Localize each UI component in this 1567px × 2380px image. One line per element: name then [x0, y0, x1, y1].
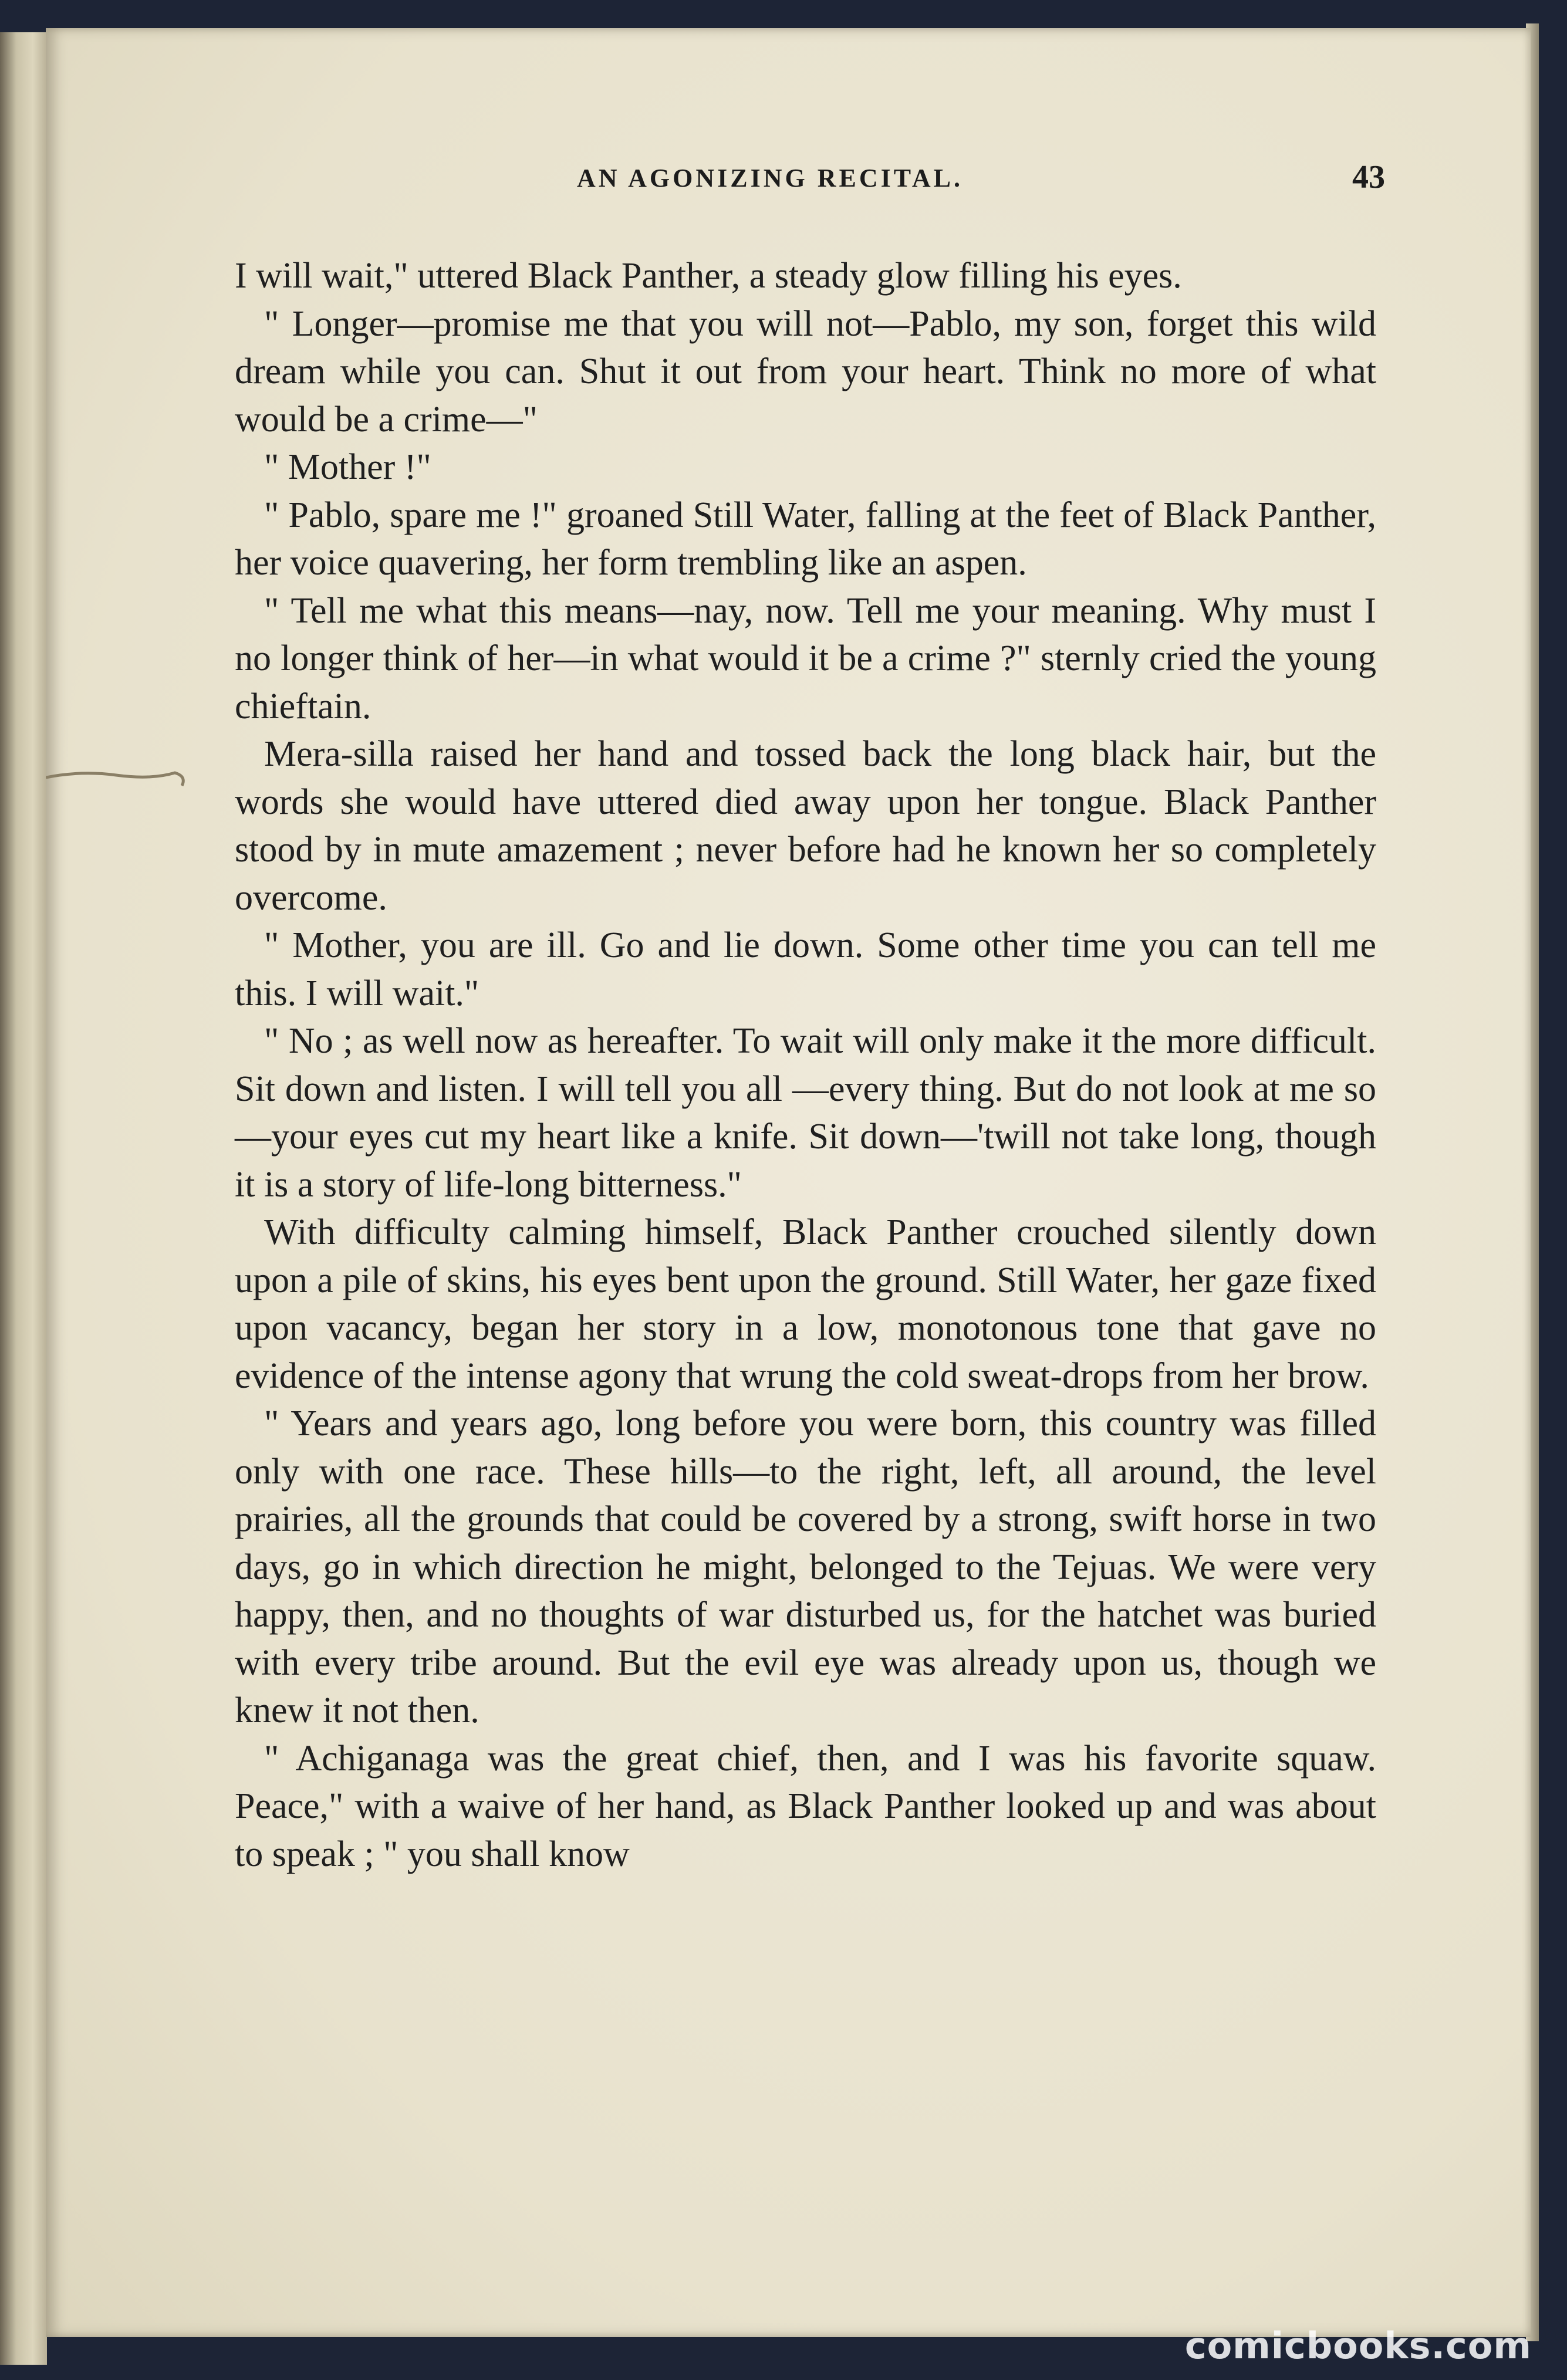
site-watermark: comicbooks.com	[1184, 2324, 1532, 2367]
paragraph: I will wait," uttered Black Panther, a steady glow filling his eyes.	[235, 256, 1182, 296]
paragraph: With difficulty calming himself, Black Panther crouched silently down upon a pile of skins, his eyes bent upon the ground. Still Water, her gaze fixed upon vacancy, began her story in a low, monotonous tone that gave no evidence of the intense agony that wrung the cold sweat-drops from her brow.	[235, 1212, 1376, 1396]
paragraph: " Mother !"	[264, 447, 431, 487]
paragraph: " Years and years ago, long before you were born, this country was filled only with one race. These hills—to the right, left, all around, the level prairies, all the grounds that could be covered by a strong, swift horse in two days, go in which direction he might, belonged to the Tejuas. We were very happy, then, and no thoughts of war disturbed us, for the hatchet was buried with every tribe around. But the evil eye was already upon us, though we knew it not then.	[235, 1404, 1376, 1730]
paragraph: " Mother, you are ill. Go and lie down. Some other time you can tell me this. I will wait."	[235, 925, 1376, 1013]
paragraph: " Tell me what this means—nay, now. Tell me your meaning. Why must I no longer think of her—in what would it be a crime ?" sternly cried the young chieftain.	[235, 590, 1376, 726]
paragraph: Mera-silla raised her hand and tossed back the long black hair, but the words she would have uttered died away upon her tongue. Black Panther stood by in mute amazement ; never before had he known her so completely overcome.	[235, 734, 1376, 918]
running-head: AN AGONIZING RECITAL.	[577, 164, 963, 192]
paragraph: " Pablo, spare me !" groaned Still Water, falling at the feet of Black Panther, her voice quavering, her form trembling like an aspen.	[235, 495, 1376, 583]
binding-edge	[0, 32, 47, 2365]
paragraph: " Achiganaga was the great chief, then, and I was his favorite squaw. Peace," with a waive of her hand, as Black Panther looked up and was about to speak ; " you shall know	[235, 1738, 1376, 1874]
paragraph: " No ; as well now as hereafter. To wait will only make it the more difficult. Sit down and listen. I will tell you all —every thing. But do not look at me so—your eyes cut my heart like a knife. Sit down—'twill not take long, though it is a story of life-long bitterness."	[235, 1021, 1376, 1205]
page-header	[235, 158, 1385, 205]
page-number: 43	[1352, 159, 1385, 195]
paragraph: " Longer—promise me that you will not—Pablo, my son, forget this wild dream while you can. Shut it out from your heart. Think no more of what would be a crime—"	[235, 303, 1376, 440]
binding-thread	[46, 765, 190, 788]
body-text	[235, 252, 1376, 1878]
